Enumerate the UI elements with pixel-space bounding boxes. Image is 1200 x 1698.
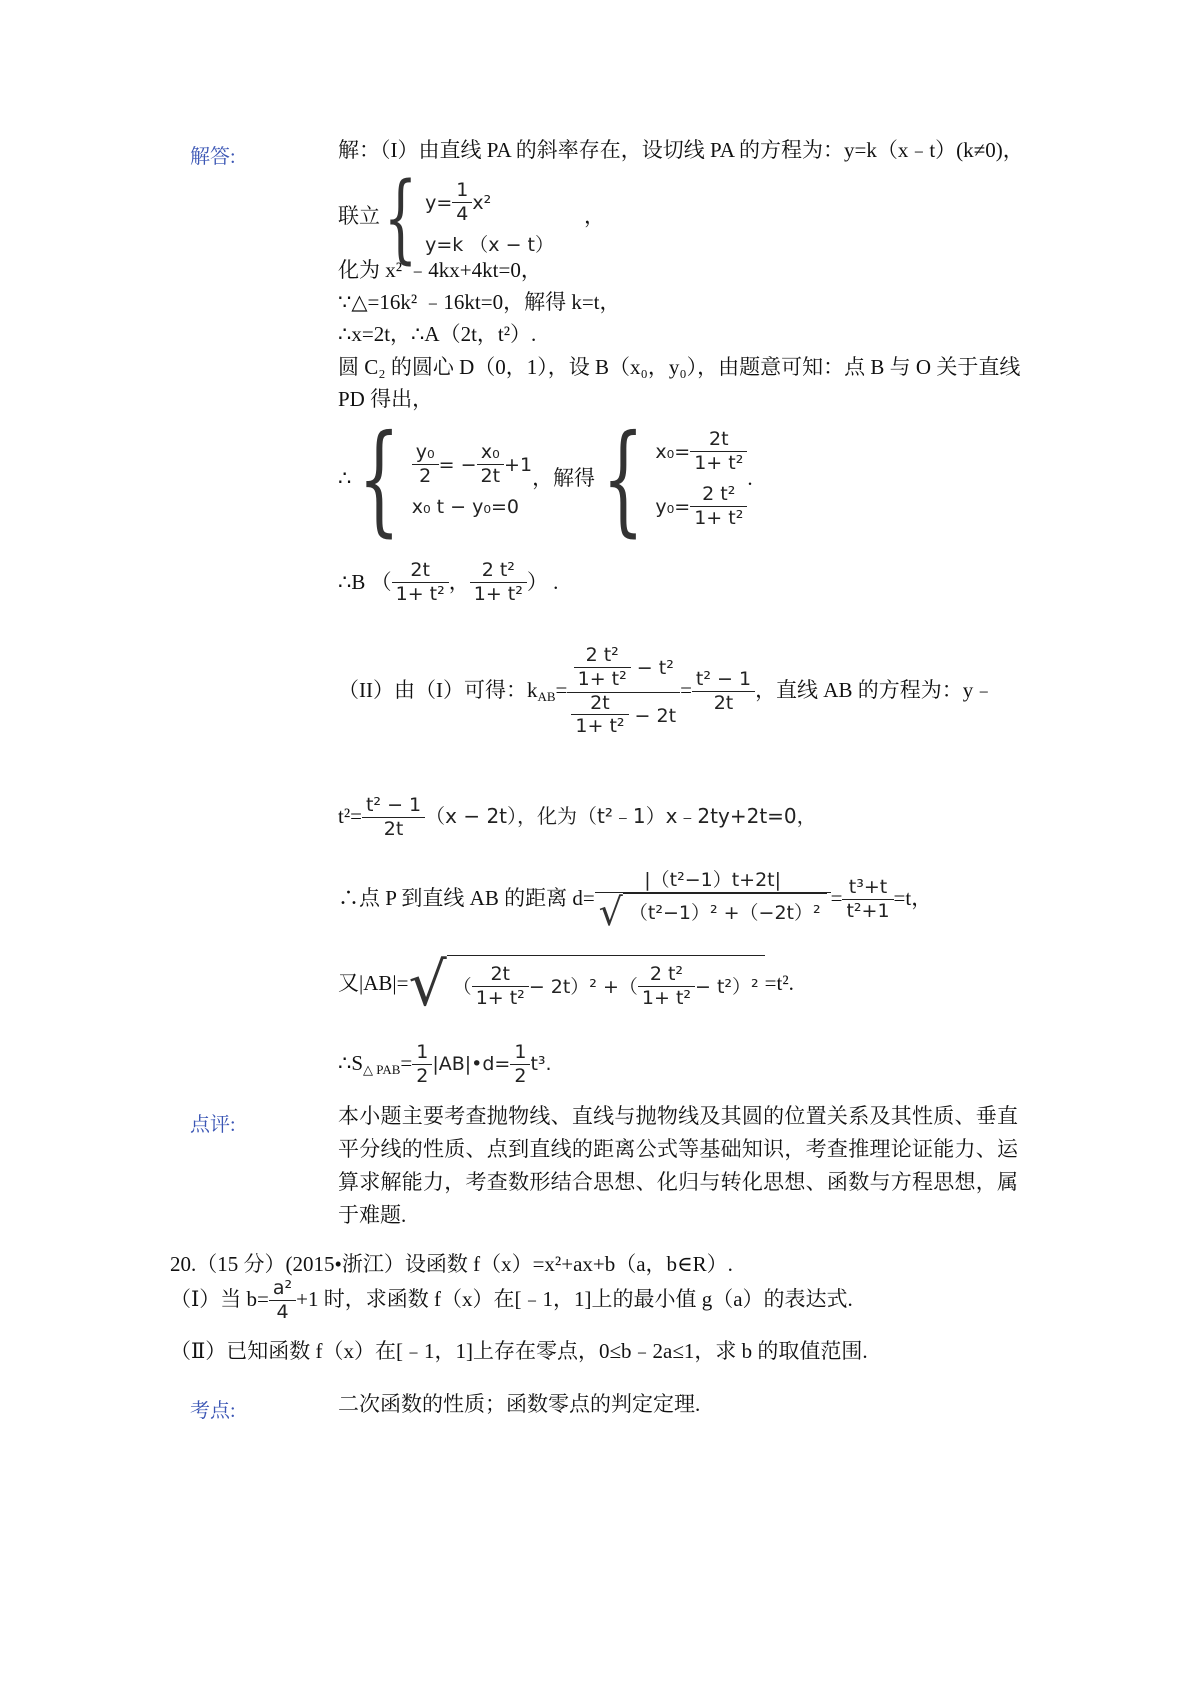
brace-icon: { bbox=[383, 162, 418, 274]
comment-label: 点评: bbox=[190, 1114, 236, 1136]
solution-line-8: ∴ { $\frac{\text{y₀}}{2}$ = − $\frac{\text{x₀}}{2t}$ +1 x₀ t − y₀=0 ，解得 { x₀= $\frac{2t}{\text{1+ t²}}$ y₀= $\frac{\text{2 t²}}{\text{1+ t²}}$ . bbox=[338, 410, 753, 549]
brace-icon: { bbox=[358, 410, 401, 549]
solution-line-6: 圆 C₂ 的圆心 D（0，1），设 B（x₀，y₀），由题意可知：点 B 与 O 关于直线 bbox=[338, 355, 1021, 379]
equation-system-a: { $\frac{\text{y₀}}{2}$ = − $\frac{\text{x₀}}{2t}$ +1 x₀ t − y₀=0 bbox=[358, 410, 533, 549]
solution-line-5: ∴x=2t，∴A（2t，t²）. bbox=[338, 322, 537, 346]
question-20-part-1: （Ⅰ）当 b= $\frac{\text{a²}}{4}$ +1 时，求函数 f（x）在[﹣1，1]上的最小值 g（a）的表达式. bbox=[170, 1277, 853, 1323]
point-text: 二次函数的性质；函数零点的判定定理. bbox=[338, 1392, 701, 1416]
sqrt-expression: √ （ $\frac{2t}{\text{1+ t²}}$ − 2t）² +（ $\frac{\text{2 t²}}{\text{1+ t²}}$ − t²）² bbox=[408, 955, 764, 1015]
question-20-part-2: （Ⅱ）已知函数 f（x）在[﹣1，1]上存在零点，0≤b﹣2a≤1，求 b 的取值范围. bbox=[170, 1339, 868, 1363]
equation-system: { y= $\frac{1}{4}$ x² y=k （x − t） bbox=[383, 162, 554, 274]
solution-line-11: t²= $\frac{\text{t² − 1}}{2t}$ （x − 2t），化为（t²﹣1）x﹣2ty+2t=0， bbox=[338, 794, 817, 840]
solution-line-3: 化为 x² ﹣4kx+4kt=0， bbox=[338, 258, 542, 282]
solution-line-9: ∴B （ $\frac{2t}{\text{1+ t²}}$ ， $\frac{\text{2 t²}}{\text{1+ t²}}$ ） . bbox=[338, 559, 559, 605]
equation-system-b: { x₀= $\frac{2t}{\text{1+ t²}}$ y₀= $\frac{\text{2 t²}}{\text{1+ t²}}$ bbox=[595, 420, 747, 540]
sqrt-icon: √ bbox=[408, 950, 447, 1020]
answer-label: 解答: bbox=[190, 146, 236, 168]
comment-text: 本小题主要考查抛物线、直线与抛物线及其圆的位置关系及其性质、垂直平分线的性质、点到直线的距离公式等基础知识，考查推理论证能力、运算求解能力，考查数形结合思想、化归与转化思想、函数与方程思想，属于难题. bbox=[338, 1104, 1018, 1227]
brace-icon: { bbox=[602, 410, 645, 549]
solution-line-13: 又|AB|= √ （ $\frac{2t}{\text{1+ t²}}$ − 2t）² +（ $\frac{\text{2 t²}}{\text{1+ t²}}$ − t²）² =t². bbox=[338, 950, 794, 1020]
question-20-title: 20.（15 分）(2015•浙江）设函数 f（x）=x²+ax+b（a，b∈R）. bbox=[170, 1252, 733, 1276]
solution-line-1: 解：（I）由直线 PA 的斜率存在，设切线 PA 的方程为：y=k（x﹣t）(k≠0)， bbox=[338, 138, 1024, 162]
k-ab-fraction: $\frac{\text{2 t²}}{\text{1+ t²}}$ − t² $\frac{2t}{\text{1+ t²}}$ − 2t bbox=[567, 645, 680, 739]
solution-line-4: ∵△=16k² ﹣16kt=0，解得 k=t， bbox=[338, 290, 621, 314]
solution-line-7: PD 得出， bbox=[338, 387, 434, 411]
solution-line-10: （II）由（I）可得：$k_{AB}=$ $\frac{\text{2 t²}}{\text{1+ t²}}$ − t² $\frac{2t}{\text{1+ t²}}$ − 2t = $\frac{\text{t² − 1}}{2t}$ ，直线 AB 的方程为：y﹣ bbox=[338, 644, 995, 738]
sqrt-icon: √ bbox=[598, 889, 623, 934]
solution-line-12: ∴点 P 到直线 AB 的距离 d= |（t²−1）t+2t| √ （t²−1）² +（−2t）² = $\frac{\text{t³+t}}{\text{t²+1}}$ =t， bbox=[338, 869, 933, 934]
solution-line-2: 联立 { y= $\frac{1}{4}$ x² y=k （x − t） ， bbox=[338, 162, 605, 274]
solution-line-14: $\therefore S_{\triangle PAB}=$ $\frac{1}{2}$ |AB|•d= $\frac{1}{2}$ t³. bbox=[338, 1041, 552, 1087]
text: 联立 bbox=[338, 203, 380, 228]
point-label: 考点: bbox=[190, 1400, 236, 1422]
